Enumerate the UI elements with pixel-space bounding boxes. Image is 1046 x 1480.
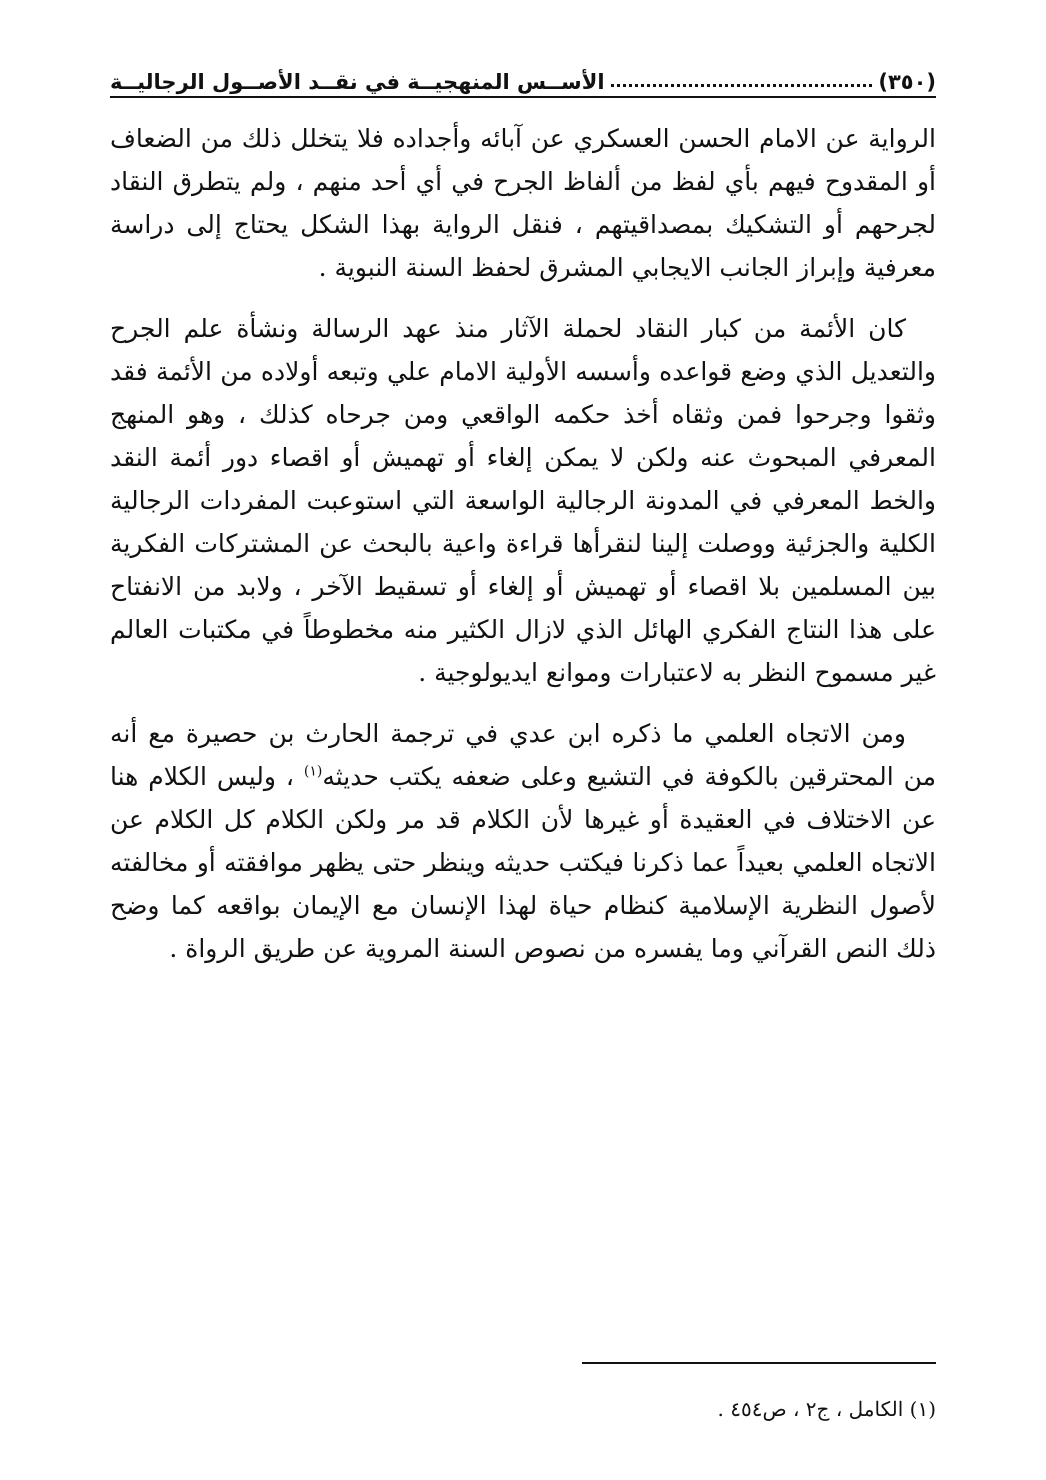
dotted-leader [611, 84, 873, 87]
footnote-separator [582, 1362, 936, 1364]
page-number: (٣٥٠) [878, 70, 936, 94]
paragraph-3 [110, 712, 936, 970]
footnote: (١) الكامل ، ج٢ ، ص٤٥٤ . [717, 1397, 936, 1421]
paragraph-2: كان الأئمة من كبار النقاد لحملة الآثار منذ عهد الرسالة ونشأة علم الجرح والتعديل الذي وضع قواعده وأسسه الأولية الامام علي وتبعه أولاده من الأئمة فقد وثقوا وجرحوا فمن وثقاه أخذ حكمه الواقعي ومن جرحاه كذلك ، وهو المنهج المعرفي المبحوث عنه ولكن لا يمكن إلغاء أو تهميش أو اقصاء دور أئمة النقد والخط المعرفي في المدونة الرجالية الواسعة التي استوعبت المفردات الرجالية الكلية والجزئية ووصلت إلينا لنقرأها قراءة واعية بالبحث عن المشتركات الفكرية بين المسلمين بلا اقصاء أو تهميش أو إلغاء أو تسقيط الآخر ، ولابد من الانفتاح على هذا النتاج الفكري الهائل الذي لازال الكثير منه مخطوطاً في مكتبات العالم غير مسموح النظر به لاعتبارات وموانع ايديولوجية . [110, 314, 936, 687]
paragraph-1: الرواية عن الامام الحسن العسكري عن آبائه وأجداده فلا يتخلل ذلك من الضعاف أو المقدوح فيهم بأي لفظ من ألفاظ الجرح في أي أحد منهم ، ولم يتطرق النقاد لجرحهم أو التشكيك بمصداقيتهم ، فنقل الرواية بهذا الشكل يحتاج إلى دراسة معرفية وإبراز الجانب الايجابي المشرق لحفظ السنة النبوية . [110, 124, 936, 282]
footnote-reference[interactable]: (١) [303, 763, 323, 780]
running-header [110, 50, 936, 94]
paragraph-3-text-end: ، وليس الكلام هنا عن الاختلاف في العقيدة أو غيرها لأن الكلام قد مر ولكن الكلام كل الكلام عن الاتجاه العلمي بعيداً عما ذكرنا فيكتب حديثه وينظر حتى يظهر موافقته أو مخالفته لأصول النظرية الإسلامية كنظام حياة لهذا الإنسان مع الإيمان بواقعه كما وضح ذلك النص القرآني وما يفسره من نصوص السنة المروية عن طريق الرواة . [110, 762, 936, 963]
main-text [110, 117, 936, 988]
paragraph-3-text-start: ومن الاتجاه العلمي ما ذكره ابن عدي في ترجمة الحارث بن حصيرة مع أنه من المحترقين بالكوفة في التشيع وعلى ضعفه يكتب حديثه [110, 719, 936, 791]
book-title: الأســس المنهجيــة في نقــد الأصــول الرجاليــة [110, 70, 605, 94]
header-rule [110, 96, 936, 98]
